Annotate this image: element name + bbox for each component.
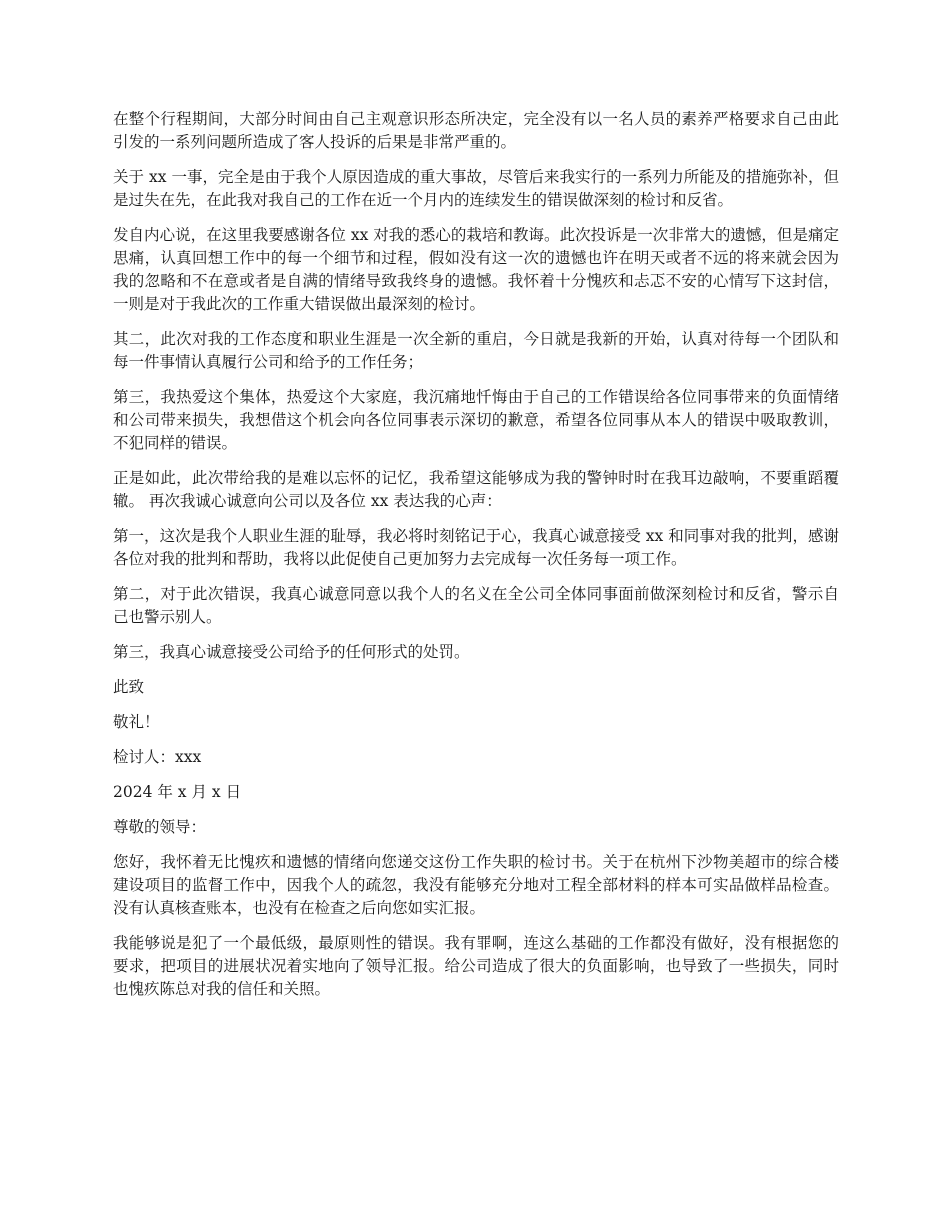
paragraph-negligence-report: 您好，我怀着无比愧疚和遗憾的情绪向您递交这份工作失职的检讨书。关于在杭州下沙物美超市的综合楼建设项目的监督工作中，因我个人的疏忽，我没有能够充分地对工程全部材料的样本可实品做样品检查。没有认真核查账本，也没有在检查之后向您如实汇报。 (113, 853, 839, 917)
paragraph-accident-responsibility: 关于 xx 一事，完全是由于我个人原因造成的重大事故，尽管后来我实行的一系列力所能及的措施弥补，但是过失在先，在此我对我自己的工作在近一个月内的连续发生的错误做深刻的检讨和反省。 (113, 168, 839, 209)
paragraph-first-commitment: 第一，这次是我个人职业生涯的耻辱，我必将时刻铭记于心，我真心诚意接受 xx 和同事对我的批判，感谢各位对我的批判和帮助，我将以此促使自己更加努力去完成每一次任务每一项工作。 (113, 527, 839, 568)
document-body (113, 108, 839, 1013)
date-line: 2024 年 x 月 x 日 (113, 783, 242, 801)
paragraph-complaint-context: 在整个行程期间，大部分时间由自己主观意识形态所决定，完全没有以一名人员的素养严格要求自己由此引发的一系列问题所造成了客人投诉的后果是非常严重的。 (113, 110, 839, 151)
closing-regards: 敬礼！ (113, 713, 160, 731)
paragraph-lesson-learned: 正是如此，此次带给我的是难以忘怀的记忆，我希望这能够成为我的警钟时时在我耳边敲响，不要重蹈覆辙。 再次我诚心诚意向公司以及各位 xx 表达我的心声： (113, 469, 839, 510)
paragraph-second-commitment: 第二，对于此次错误，我真心诚意同意以我个人的名义在全公司全体同事面前做深刻检讨和反省，警示自己也警示别人。 (113, 585, 839, 626)
paragraph-admission: 我能够说是犯了一个最低级，最原则性的错误。我有罪啊，连这么基础的工作都没有做好，没有根据您的要求，把项目的进展状况着实地向了领导汇报。给公司造成了很大的负面影响，也导致了一些损失，同时也愧疚陈总对我的信任和关照。 (113, 934, 839, 998)
closing-salutation: 此致 (113, 678, 145, 696)
paragraph-gratitude-reflection: 发自内心说，在这里我要感谢各位 xx 对我的悉心的栽培和教诲。此次投诉是一次非常大的遗憾，但是痛定思痛，认真回想工作中的每一个细节和过程，假如没有这一次的遗憾也许在明天或者不远的将来就会因为我的忽略和不在意或者是自满的情绪导致我终身的遗憾。我怀着十分愧疚和忐忑不安的心情写下这封信，一则是对于我此次的工作重大错误做出最深刻的检讨。 (113, 226, 839, 313)
letter-greeting: 尊敬的领导： (113, 818, 207, 836)
paragraph-second-point: 其二，此次对我的工作态度和职业生涯是一次全新的重启，今日就是我新的开始，认真对待每一个团队和每一件事情认真履行公司和给予的工作任务； (113, 330, 839, 371)
paragraph-third-point: 第三，我热爱这个集体，热爱这个大家庭，我沉痛地忏悔由于自己的工作错误给各位同事带来的负面情绪和公司带来损失，我想借这个机会向各位同事表示深切的歉意，希望各位同事从本人的错误中吸取教训，不犯同样的错误。 (113, 388, 839, 452)
paragraph-third-commitment: 第三，我真心诚意接受公司给予的任何形式的处罚。 (113, 643, 470, 661)
signature-line: 检讨人：xxx (113, 748, 202, 766)
